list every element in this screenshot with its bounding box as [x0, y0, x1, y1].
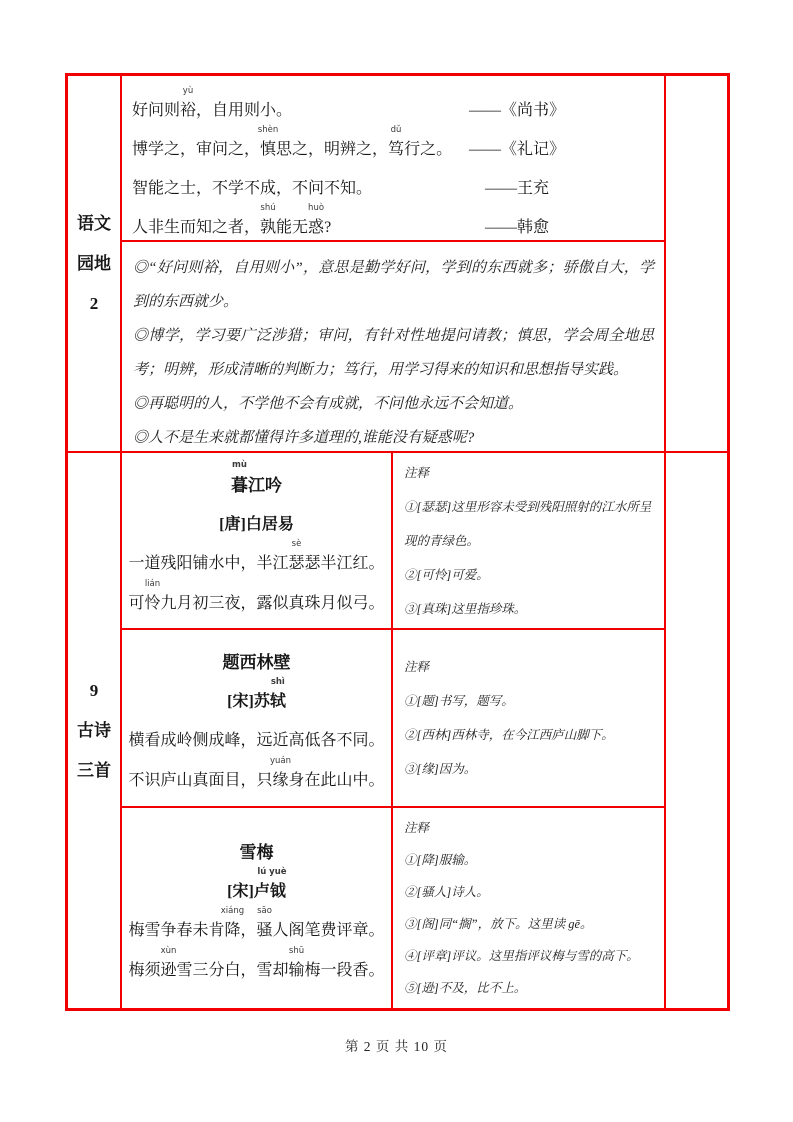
text-segment: lián 怜: [144, 578, 161, 612]
text-segment: 好问则: [132, 102, 181, 119]
text-segment: lú 卢: [253, 867, 270, 900]
poem-title: [231, 459, 282, 500]
text-segment: yuán 缘: [269, 756, 291, 789]
notes-cell-xuemei: [393, 808, 666, 1008]
text-segment: yuè 钺: [269, 867, 287, 900]
poem-title: [223, 640, 291, 677]
text-segment: 思之，明辨之，: [276, 141, 389, 158]
poem-cell-xuemei: [122, 808, 393, 1008]
text-segment: 雪梅: [239, 843, 274, 862]
text-segment: shú 孰: [260, 203, 277, 236]
page-number-footer: 第 2 页 共 10 页: [344, 1039, 449, 1054]
section-label-line: 2: [89, 293, 99, 313]
poem-author: [219, 500, 294, 539]
quote-explanations-cell: [122, 242, 666, 453]
text-segment: sè 瑟: [288, 538, 305, 572]
explanation-paragraph: ◎“好问则裕，自用则小”，意思是勤学好问，学到的东西就多；骄傲自大，学到的东西就少。: [133, 260, 654, 310]
text-segment: 行之。: [404, 141, 453, 158]
text-segment: mù 暮: [231, 459, 248, 495]
text-segment: 雪三分白，雪却: [176, 962, 289, 979]
text-segment: ?: [324, 219, 332, 236]
pinyin-annotation: shèn: [257, 125, 279, 135]
famous-quotes-cell: [122, 76, 666, 242]
note-item: ③[阁]同“搁”，放下。这里读 gē。: [404, 917, 593, 931]
poem-cell-tixilinbi: [122, 630, 393, 808]
poem-verse: [128, 579, 384, 619]
empty-margin-column-bottom: [666, 453, 727, 1008]
pinyin-annotation: yuè: [269, 867, 287, 877]
notes-heading: 注释: [404, 821, 430, 835]
text-segment: xùn 逊: [160, 946, 177, 979]
quote-source: ——韩愈: [485, 219, 550, 236]
pinyin-annotation: sè: [291, 538, 302, 549]
text-segment: sāo 骚: [256, 906, 273, 939]
text-segment: 九月初三夜，露似真珠月似弓。: [160, 594, 385, 612]
text-segment: ，自用则小。: [196, 102, 293, 119]
quote-text: [132, 175, 372, 198]
notes-heading: 注释: [404, 660, 430, 674]
explanation-paragraph: ◎人不是生来就都懂得许多道理的,谁能没有疑惑呢?: [133, 430, 475, 446]
quote-source: ——王充: [485, 180, 550, 197]
text-segment: 智能之士，不学不成，不问不知。: [132, 180, 373, 197]
pinyin-annotation: yuán: [269, 756, 291, 766]
notes-heading: 注释: [404, 465, 430, 480]
quote-line: [132, 125, 664, 164]
quote-line: [132, 86, 664, 125]
note-item: ③[缘]因为。: [404, 762, 477, 776]
pinyin-annotation: dǔ: [390, 125, 402, 135]
pinyin-annotation: shū: [288, 946, 305, 956]
pinyin-annotation: sāo: [257, 906, 272, 916]
text-segment: 梅一段香。: [304, 962, 385, 979]
pinyin-annotation: lián: [144, 578, 161, 589]
text-segment: 横看成岭侧成峰，远近高低各不同。: [128, 732, 385, 749]
text-segment: 梅雪争春未肯: [128, 922, 225, 939]
worksheet-table: [65, 73, 730, 1011]
text-segment: [宋]: [227, 883, 254, 900]
section-label-yuwen-yuandi-2: [68, 76, 122, 453]
section-label-line: 三首: [77, 760, 111, 780]
text-segment: ，: [240, 922, 257, 939]
text-segment: [唐]白居易: [219, 515, 294, 533]
poem-author: [227, 867, 286, 906]
text-segment: shèn 慎: [257, 125, 279, 158]
text-segment: 梅须: [128, 962, 161, 979]
text-segment: dǔ 笃: [388, 125, 405, 158]
section-label-line: 语文: [77, 213, 111, 233]
poem-verse: [128, 756, 384, 796]
poem-verse: [128, 946, 384, 986]
text-segment: shì 轼: [269, 677, 286, 710]
quote-line: [132, 203, 664, 242]
pinyin-annotation: yù: [182, 86, 194, 96]
note-item: ②[骚人]诗人。: [404, 885, 489, 899]
text-segment: xiáng 降: [220, 906, 245, 939]
section-label-line: 园地: [77, 253, 111, 273]
note-item: ①[题]书写，题写。: [404, 694, 514, 708]
note-item: ②[可怜]可爱。: [404, 567, 489, 582]
pinyin-annotation: lú: [257, 867, 267, 877]
note-item: ③[真珠]这里指珍珠。: [404, 601, 527, 616]
text-segment: 不识庐山真面目，只: [128, 772, 273, 789]
section-label-gushi-sanshou: [68, 453, 122, 1008]
text-segment: 能无: [276, 219, 309, 236]
pinyin-annotation: xùn: [160, 946, 177, 956]
quote-text: [132, 203, 332, 237]
text-segment: 可: [128, 594, 145, 612]
poem-verse: [128, 716, 384, 756]
pinyin-annotation: shì: [270, 677, 285, 687]
notes-cell-mujiangyin: [393, 453, 666, 630]
quote-line: [132, 164, 664, 203]
text-segment: 博学之，审问之，: [132, 141, 261, 158]
text-segment: [宋]苏: [227, 693, 270, 710]
empty-margin-column-top: [666, 76, 727, 453]
note-item: ①[瑟瑟]这里形容未受到残阳照射的江水所呈现的青绿色。: [404, 499, 652, 548]
quote-text: [132, 86, 293, 120]
quote-source: ——《礼记》: [469, 141, 566, 158]
poem-author: [227, 677, 286, 716]
poem-cell-mujiangyin: [122, 453, 393, 630]
text-segment: 人非生而知之者，: [132, 219, 261, 236]
note-item: ⑤[逊]不及，比不上。: [404, 981, 527, 995]
quote-text: [132, 125, 453, 159]
pinyin-annotation: xiáng: [220, 906, 245, 916]
text-segment: 身在此山中。: [288, 772, 385, 789]
text-segment: huò 惑: [308, 203, 325, 236]
note-item: ②[西林]西林寺，在今江西庐山脚下。: [404, 728, 614, 742]
text-segment: 题西林壁: [222, 653, 291, 672]
pinyin-annotation: mù: [232, 459, 247, 470]
text-segment: 人阁笔费评章。: [272, 922, 385, 939]
explanation-paragraph: ◎再聪明的人，不学他不会有成就，不问他永远不会知道。: [133, 396, 524, 412]
text-segment: 一道残阳铺水中，半江: [128, 554, 289, 572]
text-segment: 江吟: [248, 475, 282, 495]
text-segment: shū 输: [288, 946, 305, 979]
pinyin-annotation: shú: [260, 203, 276, 213]
note-item: ④[评章]评议。这里指评议梅与雪的高下。: [404, 949, 639, 963]
poem-verse: [128, 906, 384, 946]
explanation-paragraph: ◎博学，学习要广泛涉猎；审问，有针对性地提问请教；慎思，学会周全地思考；明辨，形成清晰的判断力；笃行，用学习得来的知识和思想指导实践。: [133, 328, 654, 378]
text-segment: yù 裕: [180, 86, 197, 119]
section-label-line: 古诗: [77, 720, 111, 740]
text-segment: 瑟半江红。: [304, 554, 385, 572]
quote-source: ——《尚书》: [469, 102, 566, 119]
note-item: ①[降]服输。: [404, 853, 477, 867]
poem-verse: [128, 539, 384, 579]
pinyin-annotation: huò: [308, 203, 325, 213]
section-label-line: 9: [89, 680, 99, 700]
poem-title: [240, 830, 274, 867]
notes-cell-tixilinbi: [393, 630, 666, 808]
